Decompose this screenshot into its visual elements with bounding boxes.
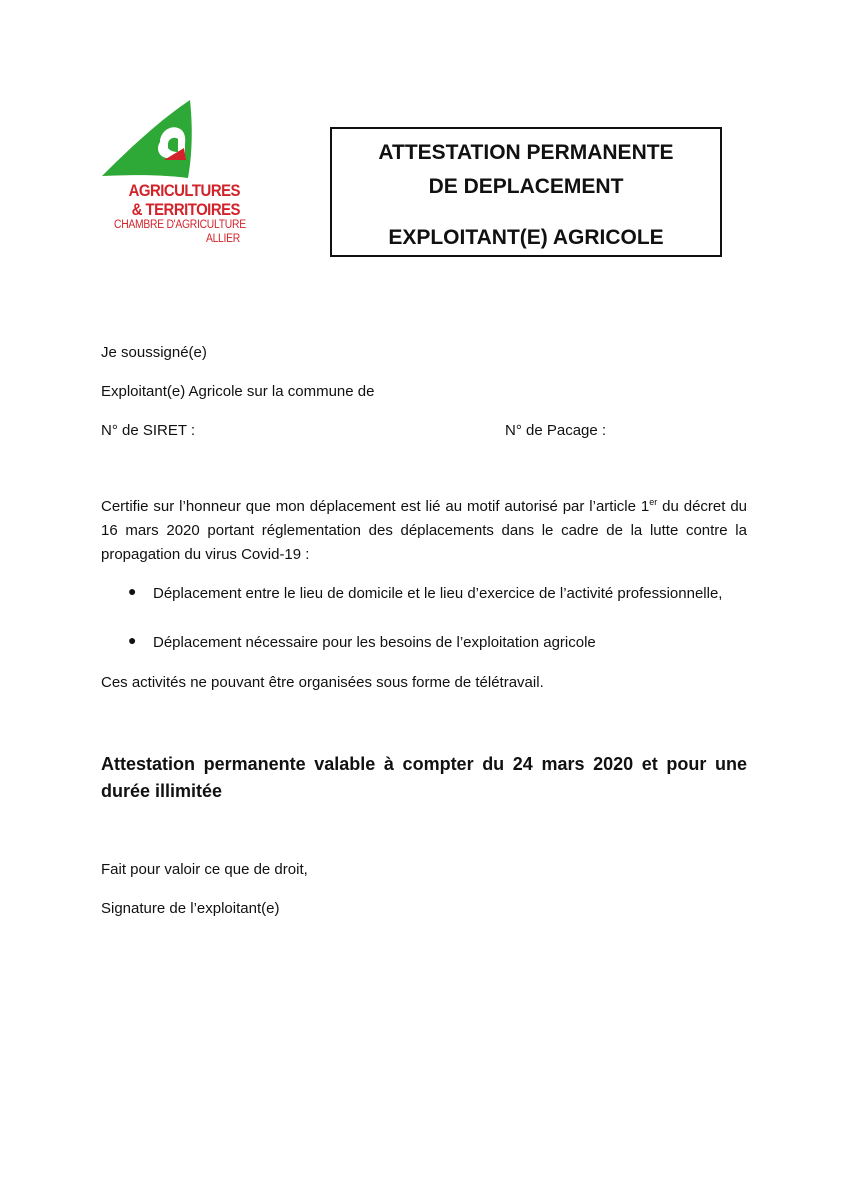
pacage-label: N° de Pacage :	[505, 422, 607, 439]
validity-statement: Attestation permanente valable à compter du 24 mars 2020 et pour une durée illimitée	[101, 754, 747, 801]
title-line-2: DE DEPLACEMENT	[428, 175, 624, 198]
certify-superscript: er	[649, 497, 658, 507]
certify-paragraph	[101, 495, 747, 567]
telework-text: Ces activités ne pouvant être organisées sous forme de télétravail.	[101, 674, 544, 691]
bullet-2-text: Déplacement nécessaire pour les besoins de l’exploitation agricole	[153, 634, 596, 651]
certify-part-2: du décret du 16 mars 2020 portant réglementation des déplacements dans le cadre de la lutte contre la propagation du virus Covid-19 :	[101, 498, 748, 563]
chamber-logo	[100, 98, 246, 258]
title-line-1: ATTESTATION PERMANENTE	[378, 141, 674, 164]
bullet-2-icon: ●	[128, 632, 137, 648]
logo-mark-icon	[100, 98, 240, 182]
commune-label: Exploitant(e) Agricole sur la commune de	[101, 383, 375, 400]
signature-label: Signature de l’exploitant(e)	[101, 900, 280, 917]
logo-line-3: CHAMBRE D'AGRICULTURE	[114, 219, 246, 231]
bullet-1-icon: ●	[128, 583, 137, 599]
soussigne-label: Je soussigné(e)	[101, 344, 207, 361]
bullet-1-text: Déplacement entre le lieu de domicile et le lieu d’exercice de l’activité professionnelle,	[153, 585, 723, 602]
title-box	[330, 127, 722, 257]
logo-line-4: ALLIER	[205, 232, 240, 245]
logo-line-2: & TERRITOIRES	[131, 200, 240, 219]
certify-part-1: Certifie sur l’honneur que mon déplacement est lié au motif autorisé par l’article 1	[101, 498, 650, 515]
closing-text: Fait pour valoir ce que de droit,	[101, 861, 308, 878]
title-line-3: EXPLOITANT(E) AGRICOLE	[388, 226, 664, 249]
siret-label: N° de SIRET :	[101, 422, 196, 439]
logo-line-1: AGRICULTURES	[128, 181, 240, 200]
